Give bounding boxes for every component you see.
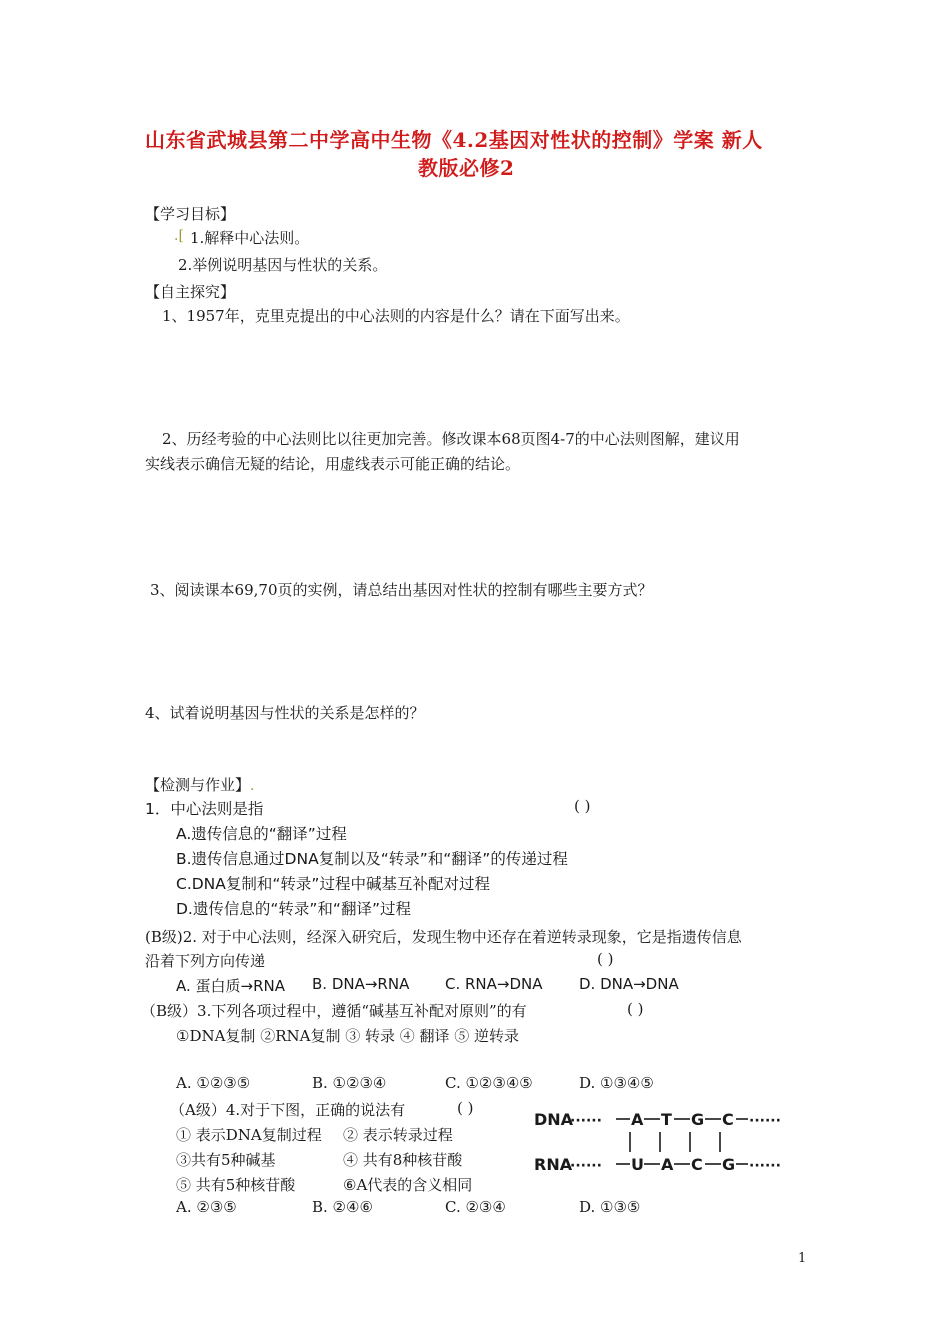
rna-base-3: C <box>691 1155 703 1174</box>
homework-heading-dot: . <box>250 778 255 794</box>
hw-q3-stem: （B级）3.下列各项过程中，遵循“碱基互补配对原则”的有 <box>141 1002 527 1020</box>
rna-label: RNA <box>534 1155 573 1174</box>
hw-q4-option-a: A. ②③⑤ <box>176 1198 237 1216</box>
page-number: 1 <box>798 1251 807 1266</box>
hw-q2-line2: 沿着下列方向传递 <box>145 952 266 970</box>
dna-base-4: C <box>722 1110 734 1129</box>
hw-q2-line1: (B级)2. 对于中心法则，经深入研究后，发现生物中还存在着逆转录现象，它是指遗传信息 <box>145 928 742 946</box>
hw-q4-statement-6: ⑥A代表的含义相同 <box>343 1176 473 1194</box>
hw-q1-stem: 1．中心法则是指 <box>145 800 264 818</box>
objective-item-2: 2.举例说明基因与性状的关系。 <box>178 256 388 274</box>
objectives-heading: 【学习目标】 <box>145 205 236 223</box>
explore-question-3-part-a: 3、阅读课本69,70 <box>150 581 278 599</box>
rna-base-2: A <box>661 1155 674 1174</box>
dna-left-dots: ······ <box>570 1113 602 1129</box>
explore-question-3-part-b: 页的实例，请总结出基因对性状的控制有哪些主要方式？ <box>277 581 653 599</box>
hw-q1-paren: ( ) <box>574 797 591 815</box>
dna-base-2: T <box>661 1110 672 1129</box>
hw-q2-option-d: D. DNA→DNA <box>579 975 679 993</box>
hw-q2-option-c: C. RNA→DNA <box>445 975 543 993</box>
dna-base-3: G <box>691 1110 705 1129</box>
homework-heading-text: 【检测与作业】 <box>145 776 251 794</box>
explore-question-2-line2: 实线表示确信无疑的结论，用虚线表示可能正确的结论。 <box>145 455 521 473</box>
page-title-line1: 山东省武城县第二中学高中生物《4.2基因对性状的控制》学案 新人 <box>145 128 763 152</box>
hw-q2-paren: ( ) <box>597 950 614 968</box>
hw-q4-statement-5: ⑤ 共有5种核苷酸 <box>176 1176 296 1194</box>
explore-heading: 【自主探究】 <box>145 283 236 301</box>
hw-q3-option-c: C. ①②③④⑤ <box>445 1074 533 1092</box>
objectives-mark: .[ <box>174 228 184 244</box>
homework-heading <box>145 774 254 795</box>
hw-q4-stem: （A级）4.对于下图，正确的说法有 <box>170 1101 406 1119</box>
dna-right-dots: ······ <box>749 1113 781 1129</box>
hw-q3-items: ①DNA复制 ②RNA复制 ③ 转录 ④ 翻译 ⑤ 逆转录 <box>176 1027 520 1045</box>
rna-base-4: G <box>722 1155 736 1174</box>
hw-q3-option-b: B. ①②③④ <box>312 1074 387 1092</box>
hw-q2-option-a: A. 蛋白质→RNA <box>176 977 286 995</box>
hw-q3-option-d: D. ①③④⑤ <box>579 1074 654 1092</box>
dna-base-1: A <box>631 1110 644 1129</box>
hw-q1-option-d: D.遗传信息的“转录”和“翻译”过程 <box>176 900 411 918</box>
hw-q4-statement-1: ① 表示DNA复制过程 <box>176 1126 322 1144</box>
dna-label: DNA <box>534 1110 574 1129</box>
hw-q4-option-b: B. ②④⑥ <box>312 1198 373 1216</box>
hw-q4-statement-3: ③共有5种碱基 <box>176 1151 276 1169</box>
explore-question-4: 4、试着说明基因与性状的关系是怎样的？ <box>145 704 425 722</box>
rna-base-1: U <box>631 1155 644 1174</box>
rna-right-dots: ······ <box>749 1158 781 1174</box>
explore-question-2-line1: 2、历经考验的中心法则比以往更加完善。修改课本68页图4-7的中心法则图解，建议用 <box>162 430 740 448</box>
objective-item-1: 1.解释中心法则。 <box>190 229 310 247</box>
hw-q4-paren: ( ) <box>457 1099 474 1117</box>
hw-q3-paren: ( ) <box>627 1000 644 1018</box>
hw-q4-option-c: C. ②③④ <box>445 1198 506 1216</box>
hw-q1-option-c: C.DNA复制和“转录”过程中碱基互补配对过程 <box>176 875 490 893</box>
hw-q4-statement-4: ④ 共有8种核苷酸 <box>343 1151 463 1169</box>
explore-question-3 <box>150 579 653 600</box>
hw-q3-option-a: A. ①②③⑤ <box>176 1074 251 1092</box>
hw-q4-option-d: D. ①③⑤ <box>579 1198 641 1216</box>
hw-q4-statement-2: ② 表示转录过程 <box>343 1126 453 1144</box>
hw-q1-option-a: A.遗传信息的“翻译”过程 <box>176 825 347 843</box>
rna-left-dots: ······ <box>570 1158 602 1174</box>
hw-q2-option-b: B. DNA→RNA <box>312 975 410 993</box>
explore-question-1: 1、1957年，克里克提出的中心法则的内容是什么？请在下面写出来。 <box>162 307 630 325</box>
dna-rna-diagram <box>530 1105 800 1185</box>
page-title-line2: 教版必修2 <box>418 156 515 180</box>
hw-q1-option-b: B.遗传信息通过DNA复制以及“转录”和“翻译”的传递过程 <box>176 850 568 868</box>
